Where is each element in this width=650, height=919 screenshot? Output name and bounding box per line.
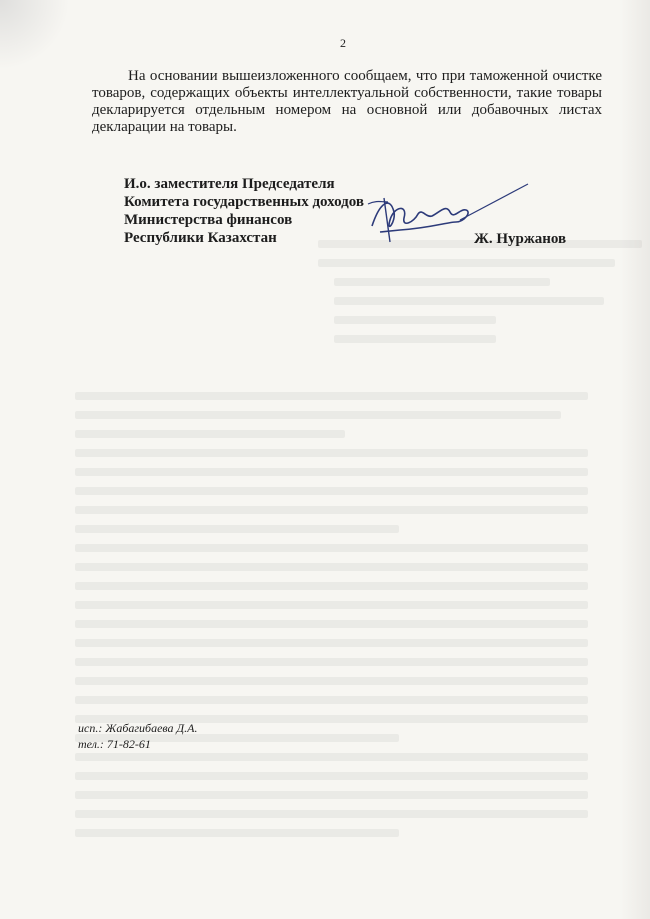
signatory-line-3: Министерства финансов [124, 212, 293, 228]
paragraph-text: На основании вышеизложенного сообщаем, что при таможенной очистке товаров, содержащих объекты интеллектуальной собственности, такие товары декларируется отдельным номером на основной или добавочных листах декларации на товары. [92, 68, 602, 135]
corner-stain [0, 0, 70, 70]
signatory-line-4: Республики Казахстан [124, 230, 277, 246]
signatory-line-1: И.о. заместителя Председателя [124, 176, 335, 192]
edge-shadow [620, 0, 650, 919]
executor-phone: тел.: 71-82-61 [78, 737, 151, 751]
body-paragraph [92, 68, 602, 136]
bleed-through-text [75, 240, 615, 848]
signatory-name: Ж. Нуржанов [474, 231, 567, 247]
signatory-line-2: Комитета государственных доходов [124, 194, 364, 210]
page-number: 2 [340, 36, 346, 50]
signatory-title [124, 175, 364, 247]
executor-info [78, 720, 197, 752]
executor-person: исп.: Жабагибаева Д.А. [78, 721, 198, 735]
